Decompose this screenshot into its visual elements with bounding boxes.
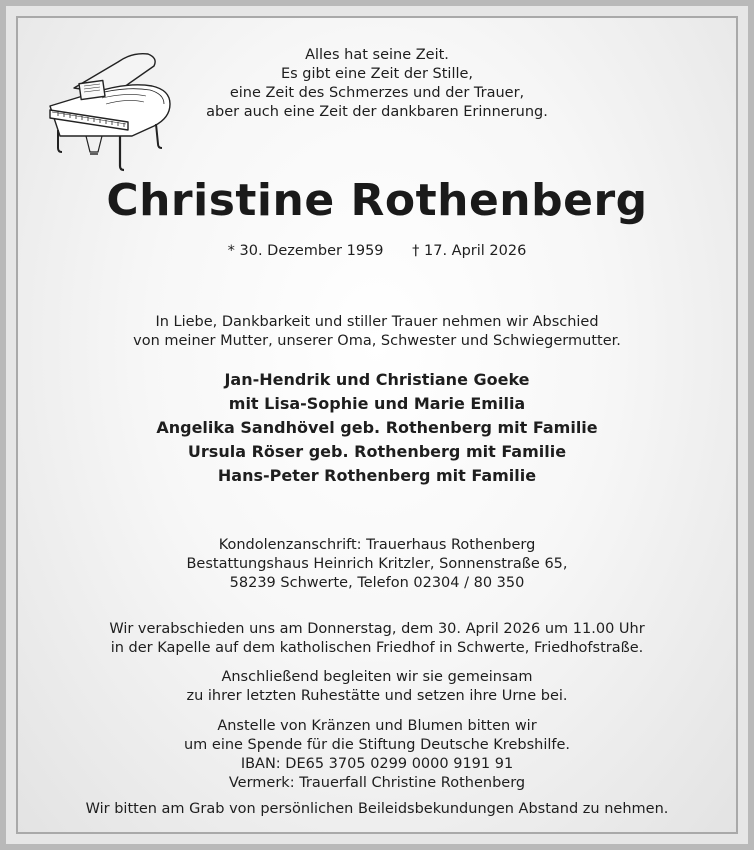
donation-line-1: Anstelle von Kränzen und Blumen bitten wir: [217, 718, 537, 734]
donation-iban: IBAN: DE65 3705 0299 0000 9191 91: [240, 756, 514, 772]
poem-line-4: aber auch eine Zeit der dankbaren Erinnerung.: [206, 104, 548, 120]
page-frame: [6, 6, 748, 844]
obituary-card: [16, 16, 738, 834]
intro-line-2: von meiner Mutter, unserer Oma, Schwester und Schwiegermutter.: [133, 333, 621, 349]
donation-reference: Vermerk: Trauerfall Christine Rothenberg: [228, 775, 526, 791]
poem-line-2: Es gibt eine Zeit der Stille,: [280, 66, 474, 82]
family-line-2: mit Lisa-Sophie und Marie Emilia: [228, 394, 526, 413]
donation-line-2: um eine Spende für die Stiftung Deutsche Krebshilfe.: [183, 737, 571, 753]
death-date: † 17. April 2026: [412, 243, 527, 259]
closing-note: Wir bitten am Grab von persönlichen Beileidsbekundungen Abstand zu nehmen.: [85, 801, 669, 817]
burial-line-2: zu ihrer letzten Ruhestätte und setzen ihre Urne bei.: [186, 688, 568, 704]
family-line-3: Angelika Sandhövel geb. Rothenberg mit Familie: [156, 418, 598, 437]
farewell-line-2: in der Kapelle auf dem katholischen Friedhof in Schwerte, Friedhofstraße.: [110, 640, 644, 656]
farewell-line-1: Wir verabschieden uns am Donnerstag, dem 30. April 2026 um 11.00 Uhr: [109, 621, 645, 637]
family-line-4: Ursula Röser geb. Rothenberg mit Familie: [187, 442, 567, 461]
address-line-3: 58239 Schwerte, Telefon 02304 / 80 350: [229, 575, 525, 591]
poem-line-3: eine Zeit des Schmerzes und der Trauer,: [229, 85, 525, 101]
life-dates: [18, 243, 736, 259]
address-line-1: Kondolenzanschrift: Trauerhaus Rothenberg: [218, 537, 536, 553]
family-line-1: Jan-Hendrik und Christiane Goeke: [224, 370, 530, 389]
address-line-2: Bestattungshaus Heinrich Kritzler, Sonnenstraße 65,: [186, 556, 568, 572]
intro-line-1: In Liebe, Dankbarkeit und stiller Trauer nehmen wir Abschied: [155, 314, 599, 330]
deceased-name: Christine Rothenberg: [106, 175, 648, 226]
birth-date: * 30. Dezember 1959: [227, 243, 384, 259]
family-line-5: Hans-Peter Rothenberg mit Familie: [217, 466, 537, 485]
poem-line-1: Alles hat seine Zeit.: [305, 47, 449, 63]
burial-line-1: Anschließend begleiten wir sie gemeinsam: [221, 669, 533, 685]
